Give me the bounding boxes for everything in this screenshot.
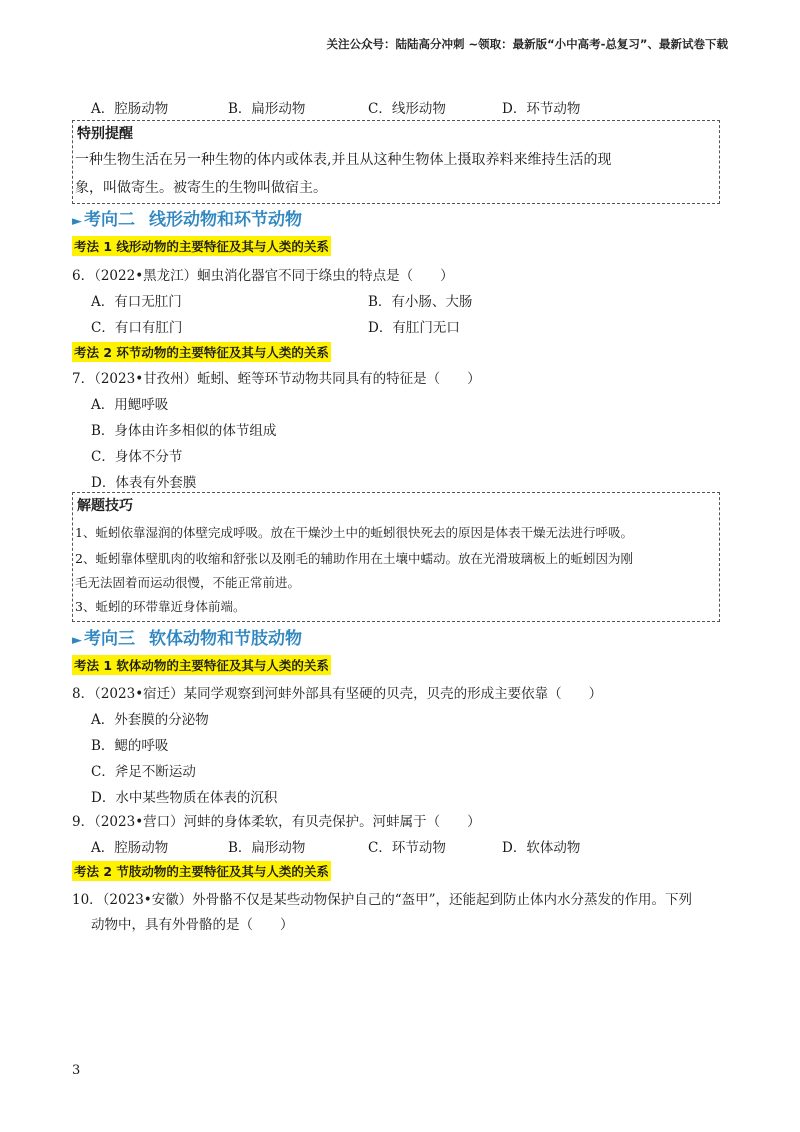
option-b: B．扁形动物 [228,101,306,117]
option-c: C．身体不分节 [91,449,183,465]
page-number: 3 [72,1063,81,1078]
section-heading [72,624,302,649]
question-stem: 6．（2022•黑龙江）蛔虫消化器官不同于绦虫的特点是（ ） [72,268,454,284]
box-text-line: 一种生物生活在另一种生物的体内或体表,并且从这种生物体上摄取养料来维持生活的现 [75,152,612,168]
option-b: B．身体由许多相似的体节组成 [91,423,277,439]
question-stem-continued: 动物中，具有外骨骼的是（ ） [91,917,294,933]
method-heading: 考法 1 软体动物的主要特征及其与人类的关系 [72,655,331,675]
box-text-line: 毛无法固着而运动很慢，不能正常前进。 [75,575,301,590]
triangle-icon: ► [72,214,82,229]
box-text-line: 象，叫做寄生。被寄生的生物叫做宿主。 [75,180,327,196]
box-title: 特别提醒 [77,126,133,142]
solving-tips-box [72,492,720,622]
box-text-line: 3、蚯蚓的环带靠近身体前端。 [75,599,246,614]
option-a: A．外套膜的分泌物 [91,712,209,728]
option-a: A．有口无肛门 [91,294,182,310]
section-title: 线形动物和环节动物 [149,210,302,230]
question-stem: 9．（2023•营口）河蚌的身体柔软，有贝壳保护。河蚌属于（ ） [72,814,481,830]
option-b: B．扁形动物 [228,840,306,856]
box-title: 解题技巧 [77,498,133,514]
section-heading [72,205,302,230]
option-c: C．斧足不断运动 [91,764,196,780]
option-d: D．有肛门无口 [368,320,460,336]
page-header: 关注公众号：陆陆高分冲刺 ~领取：最新版“小中高考-总复习”、最新试卷下载 [326,37,728,51]
option-d: D．环节动物 [502,101,581,117]
question-stem: 7．（2023•甘孜州）蚯蚓、蛭等环节动物共同具有的特征是（ ） [72,371,481,387]
option-c: C．环节动物 [368,840,446,856]
section-label: 考向二 [84,210,135,230]
special-reminder-box [72,120,720,204]
option-c: C．线形动物 [368,101,446,117]
question-stem: 10．（2023•安徽）外骨骼不仅是某些动物保护自己的“盔甲”，还能起到防止体内水分蒸发的作用。下列 [72,892,693,908]
option-b: B．鳃的呼吸 [91,738,169,754]
triangle-icon: ► [72,633,82,648]
option-b: B．有小肠、大肠 [368,294,473,310]
option-d: D．软体动物 [502,840,581,856]
option-d: D．体表有外套膜 [91,475,197,491]
method-heading: 考法 2 节肢动物的主要特征及其与人类的关系 [72,861,331,881]
method-heading: 考法 2 环节动物的主要特征及其与人类的关系 [72,342,331,362]
box-text-line: 2、蚯蚓靠体壁肌肉的收缩和舒张以及刚毛的辅助作用在土壤中蠕动。放在光滑玻璃板上的蚯蚓因为刚 [75,551,633,566]
question-stem: 8．（2023•宿迁）某同学观察到河蚌外部具有坚硬的贝壳，贝壳的形成主要依靠（ ） [72,686,603,702]
option-c: C．有口有肛门 [91,320,183,336]
option-a: A．腔肠动物 [91,840,169,856]
option-d: D．水中某些物质在体表的沉积 [91,790,278,806]
option-a: A．腔肠动物 [91,101,169,117]
box-text-line: 1、蚯蚓依靠湿润的体壁完成呼吸。放在干燥沙土中的蚯蚓很快死去的原因是体表干燥无法进行呼吸。 [75,525,633,540]
option-a: A．用鳃呼吸 [91,397,169,413]
method-heading: 考法 1 线形动物的主要特征及其与人类的关系 [72,236,331,256]
section-label: 考向三 [84,629,135,649]
section-title: 软体动物和节肢动物 [149,629,302,649]
